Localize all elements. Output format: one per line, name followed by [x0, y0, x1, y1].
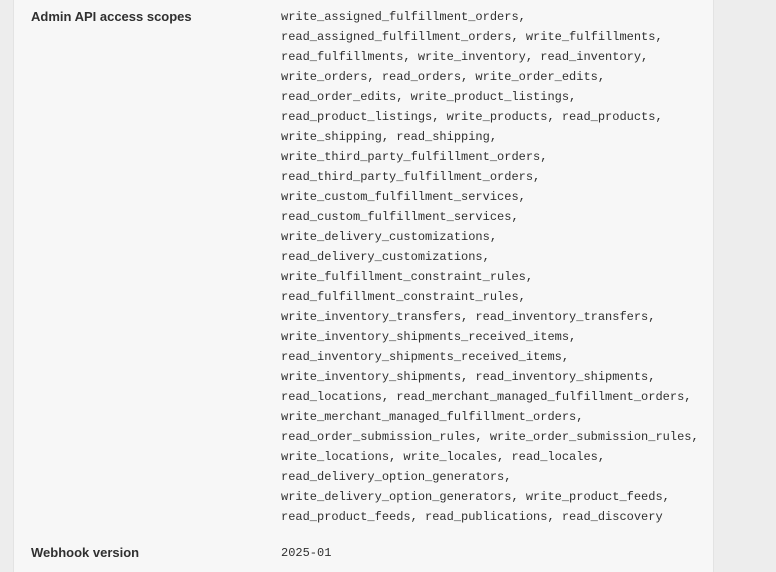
scope-line: write_inventory_shipments_received_items, [281, 330, 577, 344]
scope-line: write_inventory_transfers, read_inventory_transfers, [281, 310, 656, 324]
scope-line: read_order_edits, write_product_listings, [281, 90, 577, 104]
scope-line: read_product_listings, write_products, read_products, [281, 110, 663, 124]
webhook-version-label: Webhook version [31, 545, 140, 560]
scope-line: write_custom_fulfillment_services, [281, 190, 526, 204]
scope-line: write_fulfillment_constraint_rules, [281, 270, 534, 284]
scope-line: read_order_submission_rules, write_order_submission_rules, [281, 430, 699, 444]
scope-line: write_third_party_fulfillment_orders, [281, 150, 548, 164]
scope-line: write_inventory_shipments, read_inventory_shipments, [281, 370, 656, 384]
scope-line: read_product_feeds, read_publications, read_discovery [281, 510, 663, 524]
scope-line: read_assigned_fulfillment_orders, write_fulfillments, [281, 30, 663, 44]
scope-line: read_delivery_option_generators, [281, 470, 512, 484]
scope-line: write_assigned_fulfillment_orders, [281, 10, 526, 24]
scope-line: write_delivery_customizations, [281, 230, 498, 244]
webhook-version-value: 2025-01 [281, 546, 332, 560]
scope-line: read_third_party_fulfillment_orders, [281, 170, 541, 184]
scope-line: write_orders, read_orders, write_order_edits, [281, 70, 606, 84]
access-scopes-value [281, 7, 701, 527]
scope-line: write_delivery_option_generators, write_product_feeds, [281, 490, 670, 504]
scope-line: read_fulfillment_constraint_rules, [281, 290, 526, 304]
scope-line: write_locations, write_locales, read_locales, [281, 450, 606, 464]
access-scopes-label: Admin API access scopes [31, 9, 192, 24]
scope-line: write_merchant_managed_fulfillment_orders, [281, 410, 584, 424]
scope-line: read_delivery_customizations, [281, 250, 490, 264]
scope-line: read_inventory_shipments_received_items, [281, 350, 570, 364]
scope-line: read_custom_fulfillment_services, [281, 210, 519, 224]
scope-line: write_shipping, read_shipping, [281, 130, 498, 144]
scope-line: read_locations, read_merchant_managed_fulfillment_orders, [281, 390, 692, 404]
scope-line: read_fulfillments, write_inventory, read_inventory, [281, 50, 649, 64]
app-details-card [13, 0, 714, 572]
